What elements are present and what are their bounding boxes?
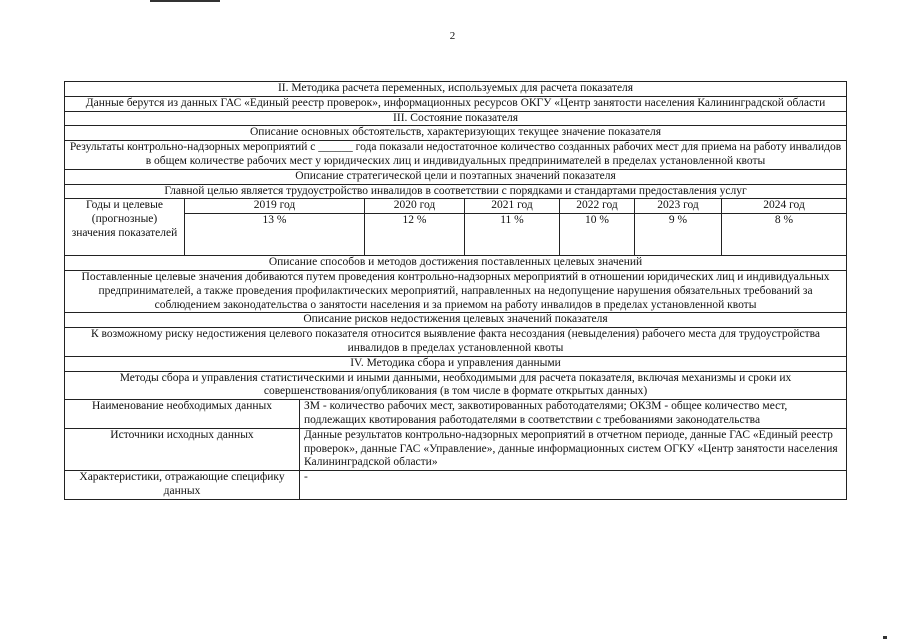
indicator-table <box>64 81 847 500</box>
value-2024: 8 % <box>722 214 847 256</box>
section2-title: II. Методика расчета переменных, используемых для расчета показателя <box>65 82 847 97</box>
scan-mark <box>883 636 887 639</box>
methods-header: Описание способов и методов достижения поставленных целевых значений <box>65 256 847 271</box>
year-2021: 2021 год <box>465 199 560 214</box>
circumstances-text: Результаты контрольно-надзорных мероприятий с ______ года показали недостаточное количество созданных рабочих мест для приема на работу инвалидов в общем количестве рабочих мест у юридических лиц и индивидуальных предпринимателей в пределах установленной квоты <box>65 141 847 170</box>
year-2022: 2022 год <box>560 199 635 214</box>
value-2021: 11 % <box>465 214 560 256</box>
value-2022: 10 % <box>560 214 635 256</box>
section2-text: Данные берутся из данных ГАС «Единый реестр проверок», информационных ресурсов ОКГУ «Центр занятости населения Калининградской области <box>65 96 847 111</box>
years-label: Годы и целевые (прогнозные) значения показателей <box>65 199 185 256</box>
year-2019: 2019 год <box>185 199 365 214</box>
circumstances-header: Описание основных обстоятельств, характеризующих текущее значение показателя <box>65 126 847 141</box>
methods-text: Поставленные целевые значения добиваются путем проведения контрольно-надзорных мероприятий в отношении юридических лиц и индивидуальных предпринимателей, а также проведения профилактических мероприятий, направленных на недопущение нарушения обязательных требований за соблюдением законодательства о занятости населения и за приемом на работу инвалидов в пределах установленной квоты <box>65 270 847 312</box>
section4-title: IV. Методика сбора и управления данными <box>65 356 847 371</box>
data-row-value: - <box>300 471 847 500</box>
section3-title: III. Состояние показателя <box>65 111 847 126</box>
risks-header: Описание рисков недостижения целевых значений показателя <box>65 313 847 328</box>
value-2023: 9 % <box>635 214 722 256</box>
data-row-label: Источники исходных данных <box>65 428 300 470</box>
section4-intro: Методы сбора и управления статистическими и иными данными, необходимыми для расчета показателя, включая механизмы и сроки их совершенствования/опубликования (в том числе в формате открытых данных) <box>65 371 847 400</box>
year-2023: 2023 год <box>635 199 722 214</box>
value-2019: 13 % <box>185 214 365 256</box>
year-2024: 2024 год <box>722 199 847 214</box>
data-row-label: Характеристики, отражающие специфику данных <box>65 471 300 500</box>
data-row-value: ЗМ - количество рабочих мест, заквотированных работодателями; ОКЗМ - общее количество мест, подлежащих квотирования работодателями в соответствии с требованиями законодательства <box>300 400 847 429</box>
goal-text: Главной целью является трудоустройство инвалидов в соответствии с порядками и стандартами предоставления услуг <box>65 184 847 199</box>
page-number: 2 <box>449 30 456 42</box>
data-row-value: Данные результатов контрольно-надзорных мероприятий в отчетном периоде, данные ГАС «Единый реестр проверок», данные ГАС «Управление», данные информационных систем ОГКУ «Центр занятости населения Калининградской области» <box>300 428 847 470</box>
goal-header: Описание стратегической цели и поэтапных значений показателя <box>65 169 847 184</box>
scan-mark <box>150 0 220 2</box>
data-row-label: Наименование необходимых данных <box>65 400 300 429</box>
value-2020: 12 % <box>365 214 465 256</box>
risks-text: К возможному риску недостижения целевого показателя относится выявление факта несоздания (невыделения) рабочего места для трудоустройства инвалидов в пределах установленной квоты <box>65 328 847 357</box>
year-2020: 2020 год <box>365 199 465 214</box>
